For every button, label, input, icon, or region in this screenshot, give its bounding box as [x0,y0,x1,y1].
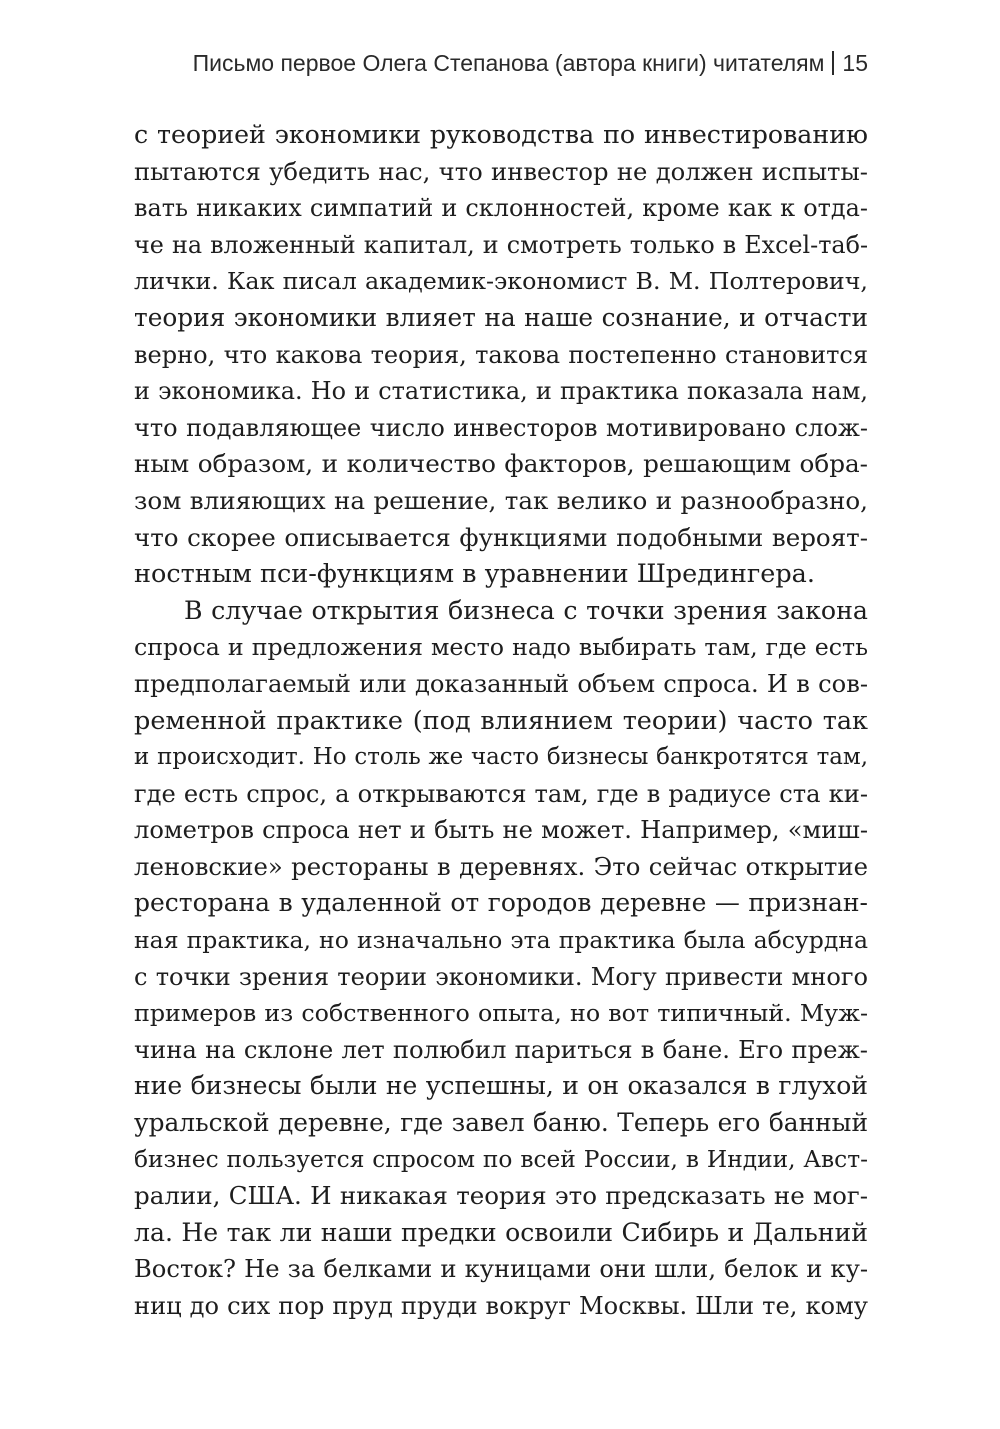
text-line: с точки зрения теории экономики. Могу привести много [134,962,868,991]
text-line: ралии, США. И никакая теория это предсказать не мог- [134,1181,868,1211]
text-line: спроса и предложения место надо выбирать там, где есть [134,633,868,662]
text-line: ременной практике (под влиянием теории) часто так [134,705,868,736]
text-line: ностным пси-функциям в уравнении Шредингера. [134,559,815,590]
paragraph-2 [134,593,868,1325]
text-line: ла. Не так ли наши предки освоили Сибирь и Дальний [134,1217,868,1247]
text-line: ниц до сих пор пруд пруди вокруг Москвы. Шли те, кому [134,1292,868,1320]
text-line: ная практика, но изначально эта практика была абсурдна [134,926,868,955]
text-line: предполагаемый или доказанный объем спроса. И в сов- [134,669,868,698]
text-line: и экономика. Но и статистика, и практика показала нам, [134,377,868,406]
main-text [134,117,868,1325]
text-line: ным образом, и количество факторов, решающим обра- [134,449,868,479]
text-line: леновские» рестораны в деревнях. Это сейчас открытие [134,851,868,881]
text-line: верно, что какова теория, такова постепенно становится [134,340,868,369]
page-number: 15 [842,50,868,76]
text-line: В случае открытия бизнеса с точки зрения закона [184,595,868,625]
text-line: с теорией экономики руководства по инвестированию [134,120,868,149]
text-line: зом влияющих на решение, так велико и разнообразно, [134,485,868,515]
text-line: что подавляющее число инвесторов мотивировано слож- [134,413,868,442]
text-line: вать никаких симпатий и склонностей, кроме как к отда- [134,194,868,223]
text-line: лометров спроса нет и быть не может. Например, «миш- [134,816,868,845]
text-line: теория экономики влияет на наше сознание, и отчасти [134,302,868,332]
text-line: пытаются убедить нас, что инвестор не должен испыты- [134,156,868,186]
text-line: что скорее описывается функциями подобными вероят- [134,522,868,552]
text-line: Восток? Не за белками и куницами они шли, белок и ку- [134,1255,868,1284]
running-title: Письмо первое Олега Степанова (автора книги) читателям [192,50,825,76]
text-line: чина на склоне лет полюбил париться в бане. Его преж- [134,1034,868,1064]
text-line: примеров из собственного опыта, но вот типичный. Муж- [134,999,868,1028]
text-line: где есть спрос, а открываются там, где в радиусе ста ки- [134,779,868,808]
text-line: и происходит. Но столь же часто бизнесы банкротятся там, [134,744,868,771]
text-line: ние бизнесы были не успешны, и он оказался в глухой [134,1071,868,1101]
paragraph-1 [134,117,868,593]
header-separator [832,51,834,75]
text-line: уральской деревне, где завел баню. Теперь его банный [134,1108,868,1138]
text-line: лички. Как писал академик-экономист В. М. Полтерович, [134,267,868,296]
text-line: ресторана в удаленной от городов деревне — признан- [134,888,868,918]
running-header [193,50,868,77]
text-line: че на вложенный капитал, и смотреть только в Excel-таб- [134,230,868,259]
text-line: бизнес пользуется спросом по всей России, в Индии, Авст- [134,1145,868,1173]
